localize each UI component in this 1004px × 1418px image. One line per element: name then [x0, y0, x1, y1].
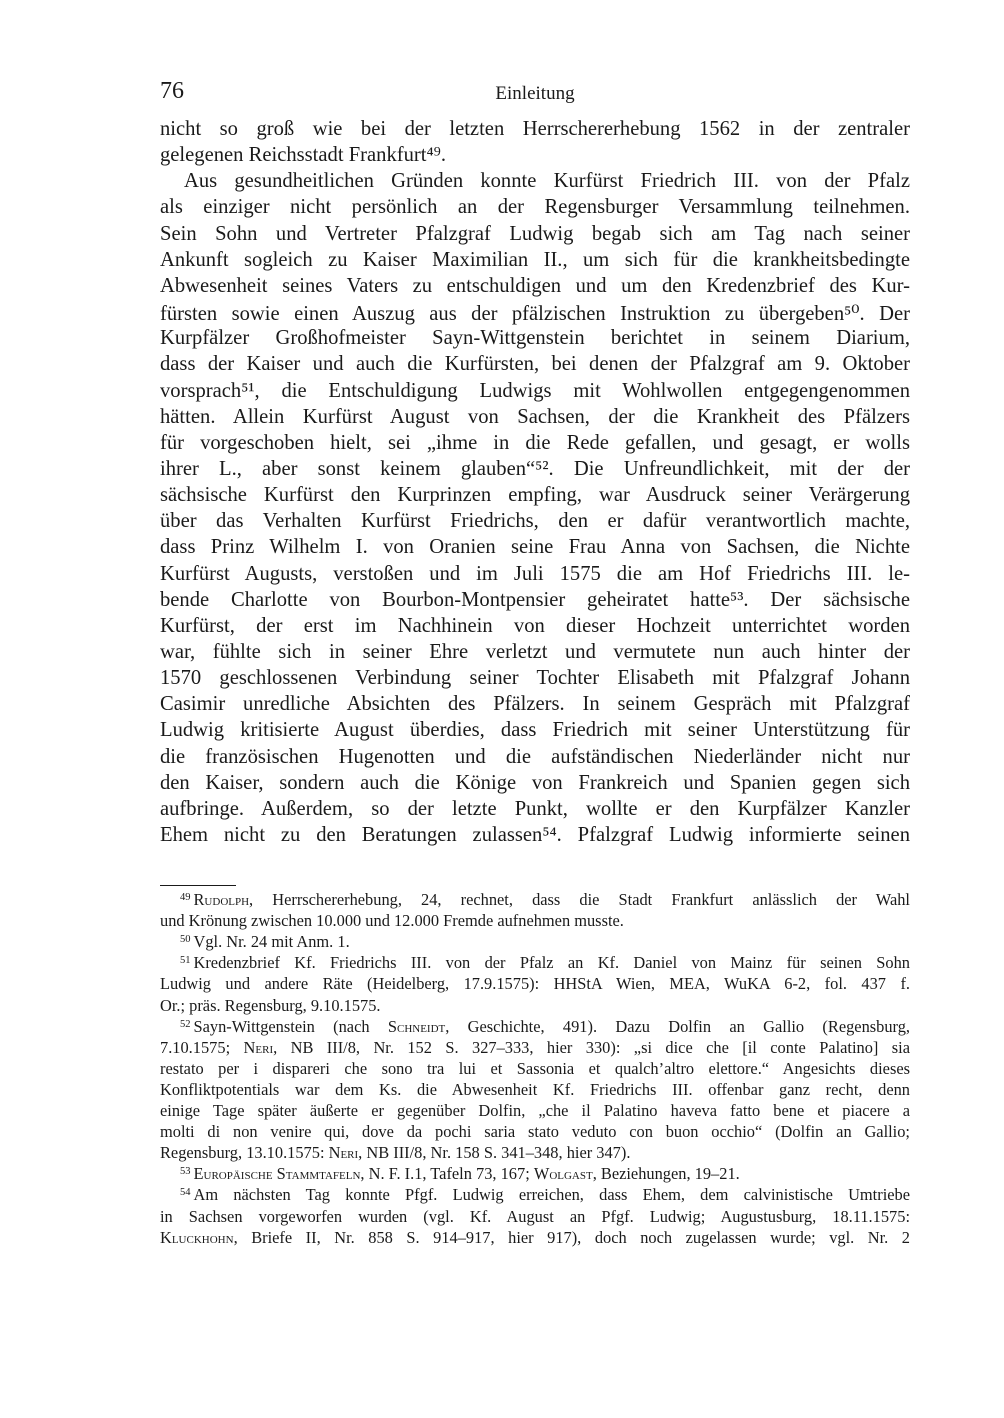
footnote-text: 7.10.1575; — [160, 1037, 244, 1057]
body-text-line: Kurpfälzer Großhofmeister Sayn-Wittgenstein berichtet in seinem Diarium, — [160, 327, 910, 350]
footnote-text: , NB III/8, Nr. 152 S. 327–333, hier 330): „si dice che [il conte Palatino] sia — [273, 1037, 910, 1057]
body-text-line: die französischen Hugenotten und die aufständischen Niederländer nicht nur — [160, 745, 910, 768]
footnote-line — [180, 1185, 910, 1205]
footnote-line — [180, 1017, 910, 1037]
body-text-line: war, fühlte sich in seiner Ehre verletzt und vermutete nun auch hinter der — [160, 641, 910, 663]
footnote-text: Ludwig und andere Räte (Heidelberg, 17.9.1575): HHStA Wien, MEA, WuKA 6-2, fol. 437 f. — [160, 974, 910, 994]
footnote-text: Konfliktpotentials war dem Ks. die Abwesenheit Kf. Friedrichs III. offenbar ganz recht, denn — [160, 1079, 910, 1099]
footnote-number: 49 — [180, 892, 191, 903]
body-text-line: vorsprach⁵¹, die Entschuldigung Ludwigs mit Wohlwollen entgegengenommen — [160, 379, 910, 402]
footnote-text: Kredenzbrief Kf. Friedrichs III. von der Pfalz an Kf. Daniel von Mainz für seinen Sohn — [193, 953, 910, 973]
footnote-text: , Herrschererhebung, 24, rechnet, dass die Stadt Frankfurt anlässlich der Wahl — [249, 890, 910, 909]
body-text-line: Ankunft sogleich zu Kaiser Maximilian II., um sich für die krankheitsbedingte — [160, 248, 910, 271]
body-text-line: Abwesenheit seines Vaters zu entschuldigen und um den Kredenzbrief des Kur- — [160, 274, 910, 297]
footnote-text: , Briefe II, Nr. 858 S. 914–917, hier 917), doch noch zugelassen wurde; vgl. Nr. 2 — [233, 1227, 910, 1247]
footnote-text: , N. F. I.1, Tafeln 73, 167; — [360, 1164, 534, 1184]
body-text-line: Ludwig kritisierte August überdies, dass Friedrich mit seiner Unterstützung für — [160, 719, 910, 742]
footnote-number: 53 — [180, 1166, 191, 1178]
body-text-line: den Kaiser, sondern auch die Könige von Frankreich und Spanien gegen sich — [160, 771, 910, 794]
footnote-line — [160, 1228, 910, 1248]
body-text-line: Kurfürst Augusts, verstoßen und im Juli 1575 die am Hof Friedrichs III. le- — [160, 562, 910, 585]
body-text-line: dass Prinz Wilhelm I. von Oranien seine Frau Anna von Sachsen, die Nichte — [160, 536, 910, 559]
body-text-line: für vorgeschoben hielt, sei „ihme in die Rede gefallen, und gesagt, er wolls — [160, 431, 910, 454]
footnote-text: Or.; präs. Regensburg, 9.10.1575. — [160, 995, 381, 1015]
footnote-line — [160, 1101, 910, 1121]
footnote-line — [160, 974, 910, 994]
footnote-line — [180, 1164, 910, 1184]
footnote-text: und Krönung zwischen 10.000 und 12.000 Fremde aufnehmen musste. — [160, 911, 624, 931]
author-name: Neri — [243, 1037, 274, 1057]
body-text-line: nicht so groß wie bei der letzten Herrschererhebung 1562 in der zentraler — [160, 118, 910, 140]
footnote-line — [160, 1080, 910, 1100]
body-text-line: sächsische Kurfürst den Kurprinzen empfing, war Ausdruck seiner Verärgerung — [160, 484, 910, 507]
running-head: Einleitung — [495, 83, 575, 104]
author-name: Europäische Stammtafeln — [193, 1164, 361, 1184]
footnote-text: , Geschichte, 491). Dazu Dolfin an Gallio (Regensburg, — [445, 1016, 910, 1036]
body-text-line: Casimir unredliche Absichten des Pfälzers. In seinem Gespräch mit Pfalzgraf — [160, 693, 910, 716]
body-text-line: als einziger nicht persönlich an der Regensburger Versammlung teilnehmen. — [160, 196, 910, 219]
footnote-number: 52 — [180, 1018, 191, 1030]
body-text-line: ihrer L., aber sonst keinem glauben“⁵². Die Unfreundlichkeit, mit der der — [160, 457, 910, 480]
author-name: Neri — [328, 1143, 359, 1163]
footnote-text: in Sachsen vorgeworfen wurden (vgl. Kf. August an Pfgf. Ludwig; Augustusburg, 18.11.1575: — [160, 1206, 910, 1226]
footnote-line — [180, 890, 910, 910]
footnote-line — [160, 1038, 910, 1058]
body-text-line: Ehem nicht zu den Beratungen zulassen⁵⁴. Pfalzgraf Ludwig informierte seinen — [160, 824, 910, 847]
body-text-line: dass der Kaiser und auch die Kurfürsten, bei denen der Pfalzgraf am 9. Oktober — [160, 353, 910, 376]
body-text-line: bende Charlotte von Bourbon-Montpensier geheiratet hatte⁵³. Der sächsische — [160, 588, 910, 611]
body-text-line: aufbringe. Außerdem, so der letzte Punkt, wollte er den Kurpfälzer Kanzler — [160, 797, 910, 820]
footnote-text: Sayn-Wittgenstein (nach — [193, 1016, 388, 1036]
footnote-text: restato per i dispareri che sono tra lui et Sassonia et qualch’altro elettore.“ Angesichts dieses — [160, 1058, 910, 1078]
footnote-text: einige Tage später äußerte er gegenüber Dolfin, „che il Palatino haveva fatto bene et piacere a — [160, 1101, 910, 1120]
page-number: 76 — [160, 78, 184, 104]
body-text-line: Sein Sohn und Vertreter Pfalzgraf Ludwig begab sich am Tag nach seiner — [160, 222, 910, 245]
body-text-line: hätten. Allein Kurfürst August von Sachsen, der die Krankheit des Pfälzers — [160, 405, 910, 428]
body-text-line: 1570 geschlossenen Verbindung seiner Tochter Elisabeth mit Pfalzgraf Johann — [160, 667, 910, 690]
body-text-line: Kurfürst, der erst im Nachhinein von dieser Hochzeit unterrichtet worden — [160, 614, 910, 637]
author-name: Schneidt — [387, 1016, 446, 1036]
author-name: Rudolph — [193, 890, 250, 909]
body-text-line: fürsten sowie einen Auszug aus der pfälzischen Instruktion zu übergeben⁵⁰. Der — [160, 303, 910, 326]
footnote-number: 51 — [180, 955, 191, 967]
footnote-line — [160, 1122, 910, 1142]
footnote-line — [160, 996, 910, 1016]
footnote-text: molti di non venire qui, dove da pochi saria stato veduto con buon occhio“ (Dolfin an Gallio; — [160, 1122, 910, 1142]
author-name: Wolgast — [533, 1164, 593, 1184]
body-text-line: gelegenen Reichsstadt Frankfurt⁴⁹. — [160, 144, 446, 167]
footnote-line — [160, 1207, 910, 1227]
footnote-rule — [160, 885, 236, 886]
footnote-line — [160, 911, 910, 931]
footnote-number: 54 — [180, 1187, 191, 1199]
footnote-number: 50 — [180, 934, 191, 946]
footnote-text: Vgl. Nr. 24 mit Anm. 1. — [193, 932, 350, 952]
footnote-line — [180, 953, 910, 973]
footnote-text: , NB III/8, Nr. 158 S. 341–348, hier 347). — [358, 1143, 631, 1163]
footnote-line — [160, 1059, 910, 1079]
footnote-text: Am nächsten Tag konnte Pfgf. Ludwig erreichen, dass Ehem, dem calvinistische Umtriebe — [193, 1185, 910, 1205]
footnote-text: Regensburg, 13.10.1575: — [160, 1143, 329, 1163]
body-text-line: Aus gesundheitlichen Gründen konnte Kurfürst Friedrich III. von der Pfalz — [184, 170, 910, 193]
footnote-line — [180, 932, 910, 952]
footnote-text: , Beziehungen, 19–21. — [592, 1164, 740, 1184]
footnote-line — [160, 1143, 910, 1163]
body-text-line: über das Verhalten Kurfürst Friedrichs, den er dafür verantwortlich machte, — [160, 510, 910, 533]
author-name: Kluckhohn — [160, 1227, 234, 1247]
